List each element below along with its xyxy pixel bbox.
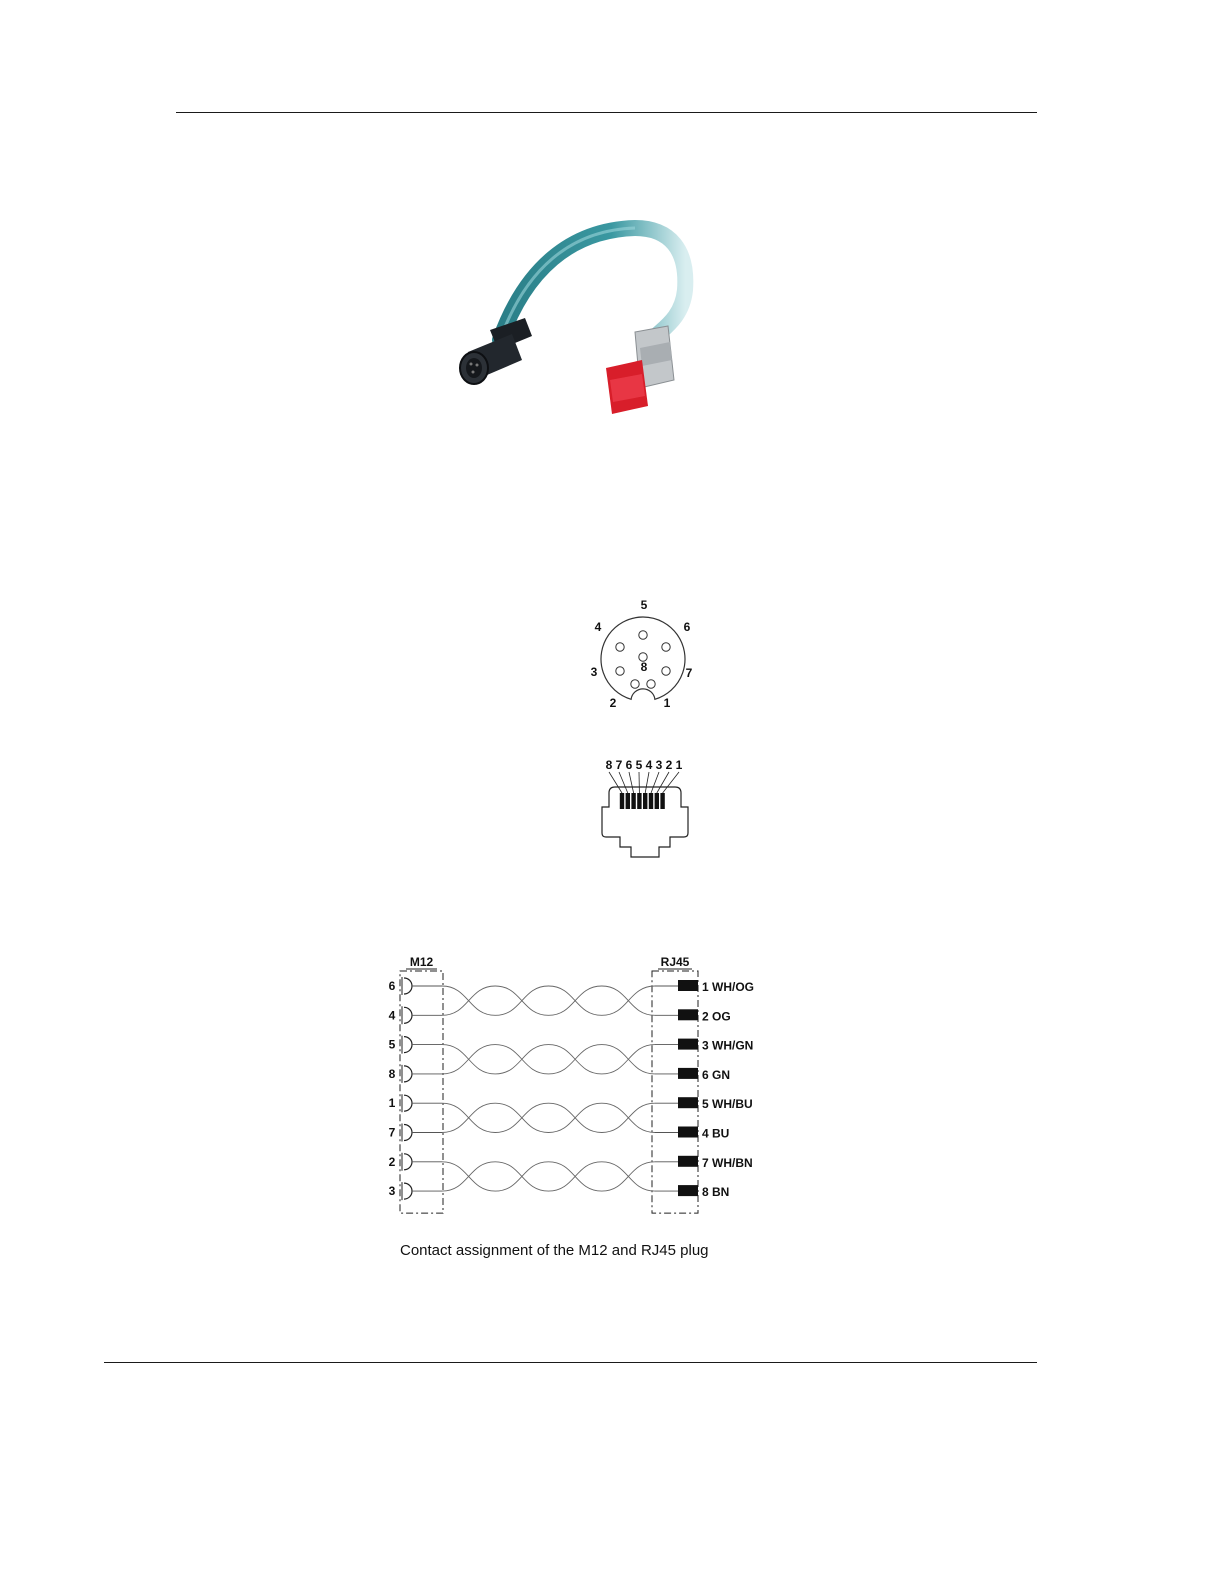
m12-socket-contact — [404, 1154, 412, 1170]
m12-pin-label-7: 7 — [685, 666, 693, 680]
m12-pin-hole-5 — [639, 631, 647, 639]
rj45-wire-label: 2 OG — [702, 1009, 731, 1024]
wiring-diagram — [380, 950, 780, 1220]
rj45-pin-label-6: 6 — [625, 758, 633, 772]
rj45-pin-label-5: 5 — [635, 758, 643, 772]
m12-pin-label-8: 8 — [640, 660, 648, 674]
rj45-contact-1 — [660, 793, 664, 809]
twisted-pair-wire — [442, 1162, 655, 1191]
twisted-pair-wire — [442, 986, 655, 1015]
rj45-pin-label-2: 2 — [665, 758, 673, 772]
rj45-pin-label-1: 1 — [675, 758, 683, 772]
m12-pin-hole-4 — [616, 643, 624, 651]
rj45-plug-icon — [606, 326, 674, 414]
rj45-wire-label: 3 WH/GN — [702, 1038, 754, 1053]
m12-pin-label-3: 3 — [590, 665, 598, 679]
m12-wire-pin-6: 6 — [388, 979, 396, 993]
m12-pin-label-2: 2 — [609, 696, 617, 710]
rj45-leader-1 — [663, 772, 679, 793]
m12-pin-label-5: 5 — [640, 598, 648, 612]
twisted-pair-wire — [442, 1103, 655, 1132]
rj45-contact-3 — [649, 793, 653, 809]
cable-product-photo — [430, 210, 730, 430]
twisted-pair-wire — [442, 1103, 655, 1132]
m12-socket-contact — [404, 1037, 412, 1053]
rj45-wire-label: 8 BN — [702, 1185, 730, 1200]
rj45-pinout-diagram — [595, 757, 695, 862]
m12-wire-pin-1: 1 — [388, 1096, 396, 1111]
rj45-contact-4 — [643, 793, 647, 809]
rj45-leader-6 — [629, 772, 634, 793]
twisted-pair-wire — [442, 1045, 655, 1074]
rj45-contact-7 — [626, 793, 630, 809]
m12-pin-label-4: 4 — [594, 620, 602, 634]
header-rule — [176, 112, 1037, 113]
m12-wire-pin-8: 8 — [388, 1066, 396, 1081]
m12-pin-label-6: 6 — [683, 620, 691, 634]
diagram-caption: Contact assignment of the M12 and RJ45 plug — [400, 1242, 709, 1259]
rj45-plug-contact — [678, 1097, 698, 1108]
m12-wire-pin-7: 7 — [388, 1125, 396, 1140]
footer-rule — [104, 1362, 1037, 1363]
m12-connector-icon — [460, 318, 532, 384]
m12-socket-contact — [404, 1007, 412, 1023]
m12-wire-pin-2: 2 — [388, 1154, 396, 1169]
rj45-plug-contact — [678, 1156, 698, 1167]
twisted-pair-wire — [442, 986, 655, 1015]
rj45-title: RJ45 — [660, 955, 690, 969]
twisted-pair-wire — [442, 1045, 655, 1074]
m12-socket-contact — [404, 1125, 412, 1141]
rj45-plug-contact — [678, 1068, 698, 1079]
rj45-box — [652, 971, 698, 1213]
m12-socket-contact — [404, 978, 412, 994]
m12-socket-contact — [404, 1095, 412, 1111]
rj45-wire-label: 7 WH/BN — [702, 1155, 753, 1170]
rj45-contact-5 — [637, 793, 641, 809]
m12-wire-pin-4: 4 — [388, 1008, 396, 1023]
rj45-contact-6 — [631, 793, 635, 809]
rj45-pin-label-4: 4 — [645, 758, 653, 772]
rj45-pin-label-7: 7 — [615, 758, 623, 772]
m12-pinout-diagram — [585, 597, 700, 712]
rj45-contact-2 — [655, 793, 659, 809]
rj45-pin-label-3: 3 — [655, 758, 663, 772]
rj45-leader-3 — [651, 772, 659, 793]
m12-socket-contact — [404, 1183, 412, 1199]
m12-title: M12 — [409, 955, 434, 969]
rj45-wire-label: 5 WH/BU — [702, 1097, 753, 1112]
rj45-wire-label: 1 WH/OG — [702, 980, 755, 994]
rj45-pin-label-8: 8 — [605, 758, 613, 772]
rj45-plug-contact — [678, 1127, 698, 1138]
m12-pin-hole-2 — [631, 680, 639, 688]
m12-socket-contact — [404, 1066, 412, 1082]
rj45-contact-8 — [620, 793, 624, 809]
m12-pin-hole-6 — [662, 643, 670, 651]
rj45-wire-label: 4 BU — [702, 1126, 730, 1141]
m12-pin-label-1: 1 — [663, 696, 671, 710]
rj45-plug-contact — [678, 980, 698, 991]
rj45-plug-contact — [678, 1185, 698, 1196]
twisted-pair-wire — [442, 1162, 655, 1191]
rj45-leader-4 — [645, 772, 649, 793]
rj45-plug-contact — [678, 1009, 698, 1020]
m12-wire-pin-5: 5 — [388, 1037, 396, 1052]
m12-wire-pin-3: 3 — [388, 1184, 396, 1199]
rj45-wire-label: 6 GN — [702, 1067, 731, 1082]
rj45-plug-contact — [678, 1039, 698, 1050]
m12-pin-hole-3 — [616, 667, 624, 675]
m12-pin-hole-1 — [647, 680, 655, 688]
m12-pin-hole-7 — [662, 667, 670, 675]
rj45-leader-2 — [657, 772, 669, 793]
